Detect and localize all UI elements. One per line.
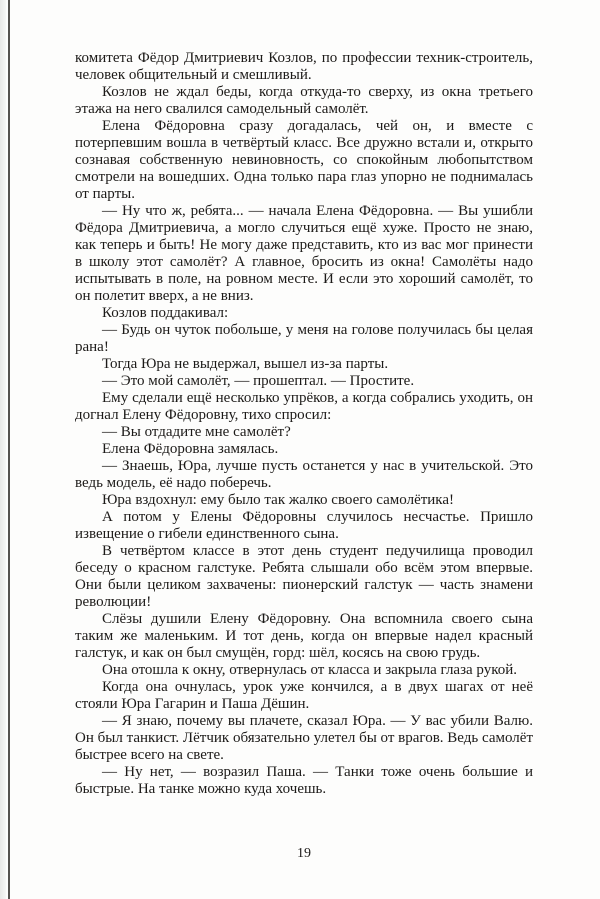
paragraph: Когда она очнулась, урок уже кончился, а в двух шагах от неё стояли Юра Гагарин и Паша Дёшин. [75, 679, 533, 712]
paragraph: — Ну нет, — возразил Паша. — Танки тоже очень большие и быстрые. На танке можно куда хочешь. [75, 764, 533, 797]
paragraph: — Ну что ж, ребята... — начала Елена Фёдоровна. — Вы ушибли Фёдора Дмитриевича, а могло случиться ещё хуже. Просто не знаю, как теперь и быть! Не могу даже представить, кто из вас мог принести в школу этот самолёт? А главное, бросить из окна! Самолёты надо испытывать в поле, на ровном месте. И если это хороший самолёт, то он полетит вверх, а не вниз. [75, 203, 533, 304]
page-text [75, 50, 533, 798]
paragraph: Ему сделали ещё несколько упрёков, а когда собрались уходить, он догнал Елену Фёдоровну, тихо спросил: [75, 390, 533, 423]
paragraph: В четвёртом классе в этот день студент педучилища проводил беседу о красном галстуке. Ребята слышали обо всём этом впервые. Они были целиком захвачены: пионерский галстук — часть знамени революции! [75, 543, 533, 610]
paragraph: комитета Фёдор Дмитриевич Козлов, по профессии техник-строитель, человек общительный и смешливый. [75, 50, 533, 83]
paragraph: — Это мой самолёт, — прошептал. — Простите. [102, 373, 415, 389]
paragraph: Козлов поддакивал: [102, 305, 229, 321]
paragraph: Тогда Юра не выдержал, вышел из-за парты. [102, 356, 389, 372]
scan-edge-shadow [0, 0, 6, 899]
paragraph: Юра вздохнул: ему было так жалко своего самолётика! [102, 492, 455, 508]
paragraph: — Знаешь, Юра, лучше пусть останется у нас в учительской. Это ведь модель, её надо поберечь. [75, 458, 533, 491]
paragraph: Она отошла к окну, отвернулась от класса и закрыла глаза рукой. [102, 662, 518, 678]
paragraph: А потом у Елены Фёдоровны случилось несчастье. Пришло извещение о гибели единственного сына. [75, 509, 533, 542]
paragraph: — Я знаю, почему вы плачете, сказал Юра. — У вас убили Валю. Он был танкист. Лётчик обязательно улетел бы от врагов. Ведь самолёт быстрее всего на свете. [75, 713, 533, 763]
paragraph: Козлов не ждал беды, когда откуда-то сверху, из окна третьего этажа на него свалился самодельный самолёт. [75, 84, 533, 117]
paragraph: — Вы отдадите мне самолёт? [102, 424, 291, 440]
binding-line [8, 0, 10, 899]
paragraph: — Будь он чуток побольше, у меня на голове получилась бы целая рана! [75, 322, 533, 355]
paragraph: Елена Фёдоровна сразу догадалась, чей он, и вместе с потерпевшим вошла в четвёртый класс. Все дружно встали и, открыто сознавая собственную невиновность, со спокойным любопытством смотрели на вошедших. Одна только пара глаз упорно не поднималась от парты. [75, 118, 533, 202]
page-number: 19 [297, 846, 311, 861]
paragraph: Слёзы душили Елену Фёдоровну. Она вспомнила своего сына таким же маленьким. И тот день, когда он впервые надел красный галстук, и как он был смущён, горд: шёл, косясь на свою грудь. [75, 611, 533, 661]
paragraph: Елена Фёдоровна замялась. [102, 441, 279, 457]
